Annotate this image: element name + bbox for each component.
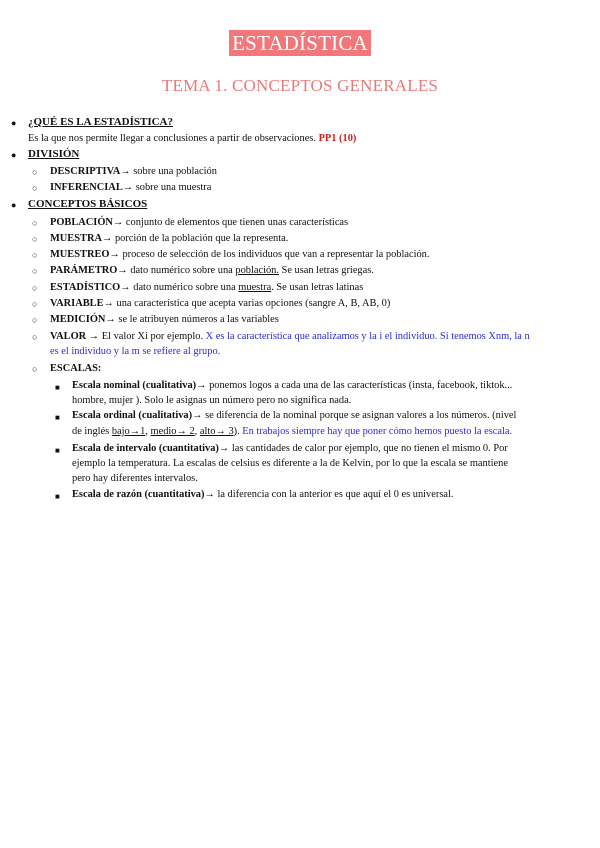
- bullet-icon: ●: [11, 150, 17, 160]
- list-item-descriptiva: DESCRIPTIVA→ sobre una población: [50, 166, 217, 177]
- list-item-estadistico: ESTADÍSTICO→ dato numérico sobre una muestra. Se usan letras latinas: [50, 282, 364, 293]
- page-subtitle: TEMA 1. CONCEPTOS GENERALES: [161, 76, 439, 95]
- definition-line: [28, 131, 356, 146]
- list-item-medicion: MEDICIÓN→ se le atribuyen números a las variables: [50, 314, 279, 325]
- escalas-heading: ESCALAS:: [50, 363, 102, 374]
- list-item-muestreo: MUESTREO→ proceso de selección de los individuos que van a representar la población.: [50, 249, 430, 260]
- circle-bullet-icon: ○: [32, 218, 38, 228]
- bullet-icon: ●: [11, 118, 17, 128]
- page-title: ESTADÍSTICA: [229, 30, 371, 56]
- circle-bullet-icon: ○: [32, 332, 38, 342]
- list-item-parametro: PARÁMETRO→ dato numérico sobre una población. Se usan letras griegas.: [50, 265, 374, 276]
- square-bullet-icon: ■: [55, 383, 60, 392]
- escala-intervalo: Escala de intervalo (cuantitativa)→ las cantidades de calor por ejemplo, que no tienen el mismo 0. Por: [72, 443, 508, 454]
- title-wrap: [0, 30, 600, 56]
- list-item-muestra: MUESTRA→ porción de la población que la representa.: [50, 233, 289, 244]
- escala-ordinal: Escala ordinal (cualitativa)→ se diferencia de la nominal porque se asignan valores a los números. (nivel: [72, 410, 517, 421]
- list-item-inferencial: INFERENCIAL→ sobre una muestra: [50, 182, 212, 193]
- section-heading-conceptos: CONCEPTOS BÁSICOS: [28, 198, 148, 210]
- bullet-icon: ●: [11, 200, 17, 210]
- circle-bullet-icon: ○: [32, 183, 38, 193]
- list-item-valor: VALOR → El valor Xi por ejemplo. X es la característica que analizamos y la i el individuo. Si tenemos Xnm, la n: [50, 331, 530, 342]
- circle-bullet-icon: ○: [32, 299, 38, 309]
- circle-bullet-icon: ○: [32, 167, 38, 177]
- escala-ordinal-cont: de inglés bajo→1, medio→ 2, alto→ 3). En trabajos siempre hay que poner cómo hemos puesto la escala.: [72, 426, 513, 437]
- circle-bullet-icon: ○: [32, 266, 38, 276]
- reference-pp1: PP1 (10): [318, 133, 357, 144]
- escala-intervalo-cont: ejemplo la temperatura. La escalas de celsius es diferente a la de Kelvin, por lo que la escala se mantiene: [72, 458, 508, 469]
- escala-nominal: Escala nominal (cualitativa)→ ponemos logos a cada una de las características (insta, facebook, tiktok...: [72, 380, 513, 391]
- circle-bullet-icon: ○: [32, 283, 38, 293]
- escala-intervalo-cont2: pero hay diferentes intervalos.: [72, 473, 198, 484]
- circle-bullet-icon: ○: [32, 234, 38, 244]
- circle-bullet-icon: ○: [32, 364, 38, 374]
- list-item-poblacion: POBLACIÓN→ conjunto de elementos que tienen unas características: [50, 217, 349, 228]
- list-item-valor-continuation: es el individuo y la m se refiere al grupo.: [50, 346, 221, 357]
- square-bullet-icon: ■: [55, 492, 60, 501]
- section-heading-division: DIVISIÓN: [28, 148, 80, 160]
- escala-nominal-cont: hombre, mujer ). Solo le asignas un número pero no significa nada.: [72, 395, 352, 406]
- square-bullet-icon: ■: [55, 446, 60, 455]
- definition-text: Es la que nos permite llegar a conclusiones a partir de observaciones.: [28, 133, 316, 144]
- square-bullet-icon: ■: [55, 413, 60, 422]
- escala-razon: Escala de razón (cuantitativa)→ la diferencia con la anterior es que aquí el 0 es universal.: [72, 489, 454, 500]
- section-heading-que-es: ¿QUÉ ES LA ESTADÍSTICA?: [28, 116, 173, 128]
- circle-bullet-icon: ○: [32, 315, 38, 325]
- circle-bullet-icon: ○: [32, 250, 38, 260]
- list-item-variable: VARIABLE→ una característica que acepta varias opciones (sangre A, B, AB, 0): [50, 298, 391, 309]
